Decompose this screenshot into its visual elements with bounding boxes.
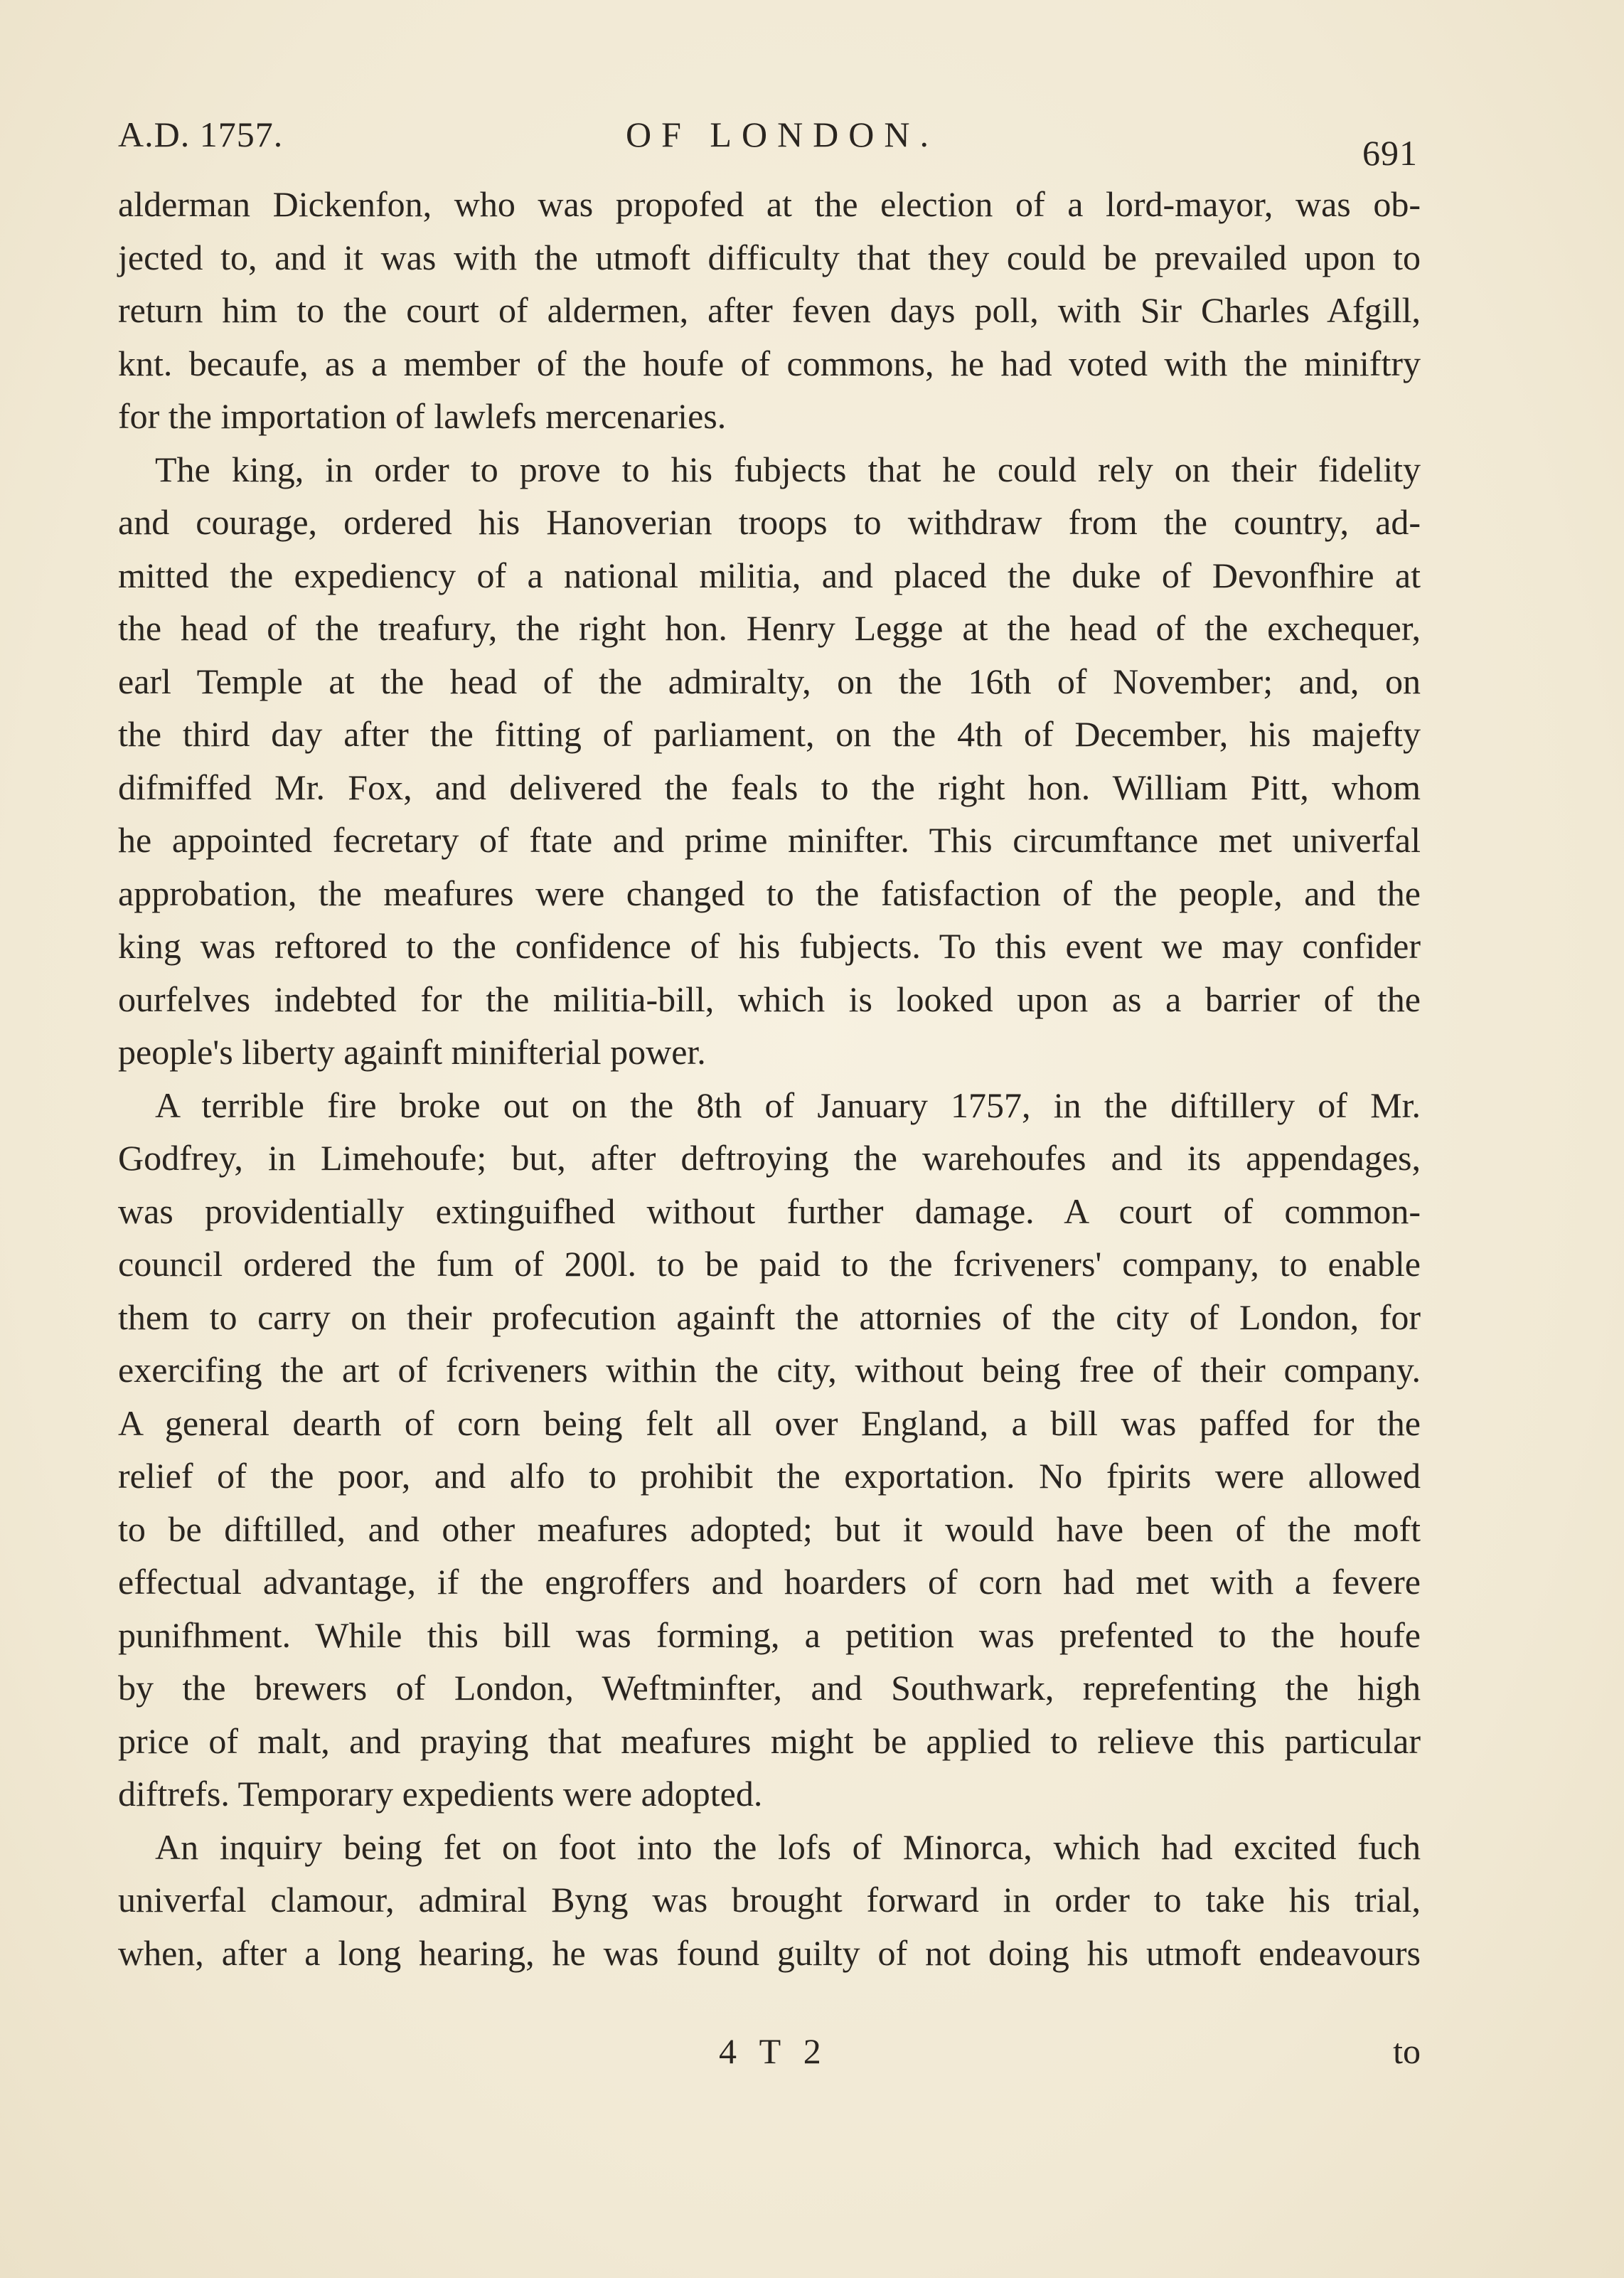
text-line: ourfelves indebted for the militia-bill, which is looked upon as a barrier of the — [118, 979, 1421, 1019]
running-header — [118, 107, 1418, 173]
text-line: The king, in order to prove to his fubjects that he could rely on their fidelity — [155, 449, 1421, 489]
text-line: price of malt, and praying that meafures might be applied to relieve this particular — [118, 1720, 1421, 1761]
body-text — [118, 178, 1421, 1979]
text-line: jected to, and it was with the utmoft difficulty that they could be prevailed upon to — [118, 237, 1421, 277]
text-line: he appointed fecretary of ftate and prime minifter. This circumftance met univerfal — [118, 820, 1421, 860]
catchword: to — [1393, 2031, 1421, 2071]
text-line: Godfrey, in Limehoufe; but, after deftroying the warehoufes and its appendages, — [118, 1138, 1421, 1178]
text-line: earl Temple at the head of the admiralty, on the 16th of November; and, on — [118, 661, 1421, 701]
text-line: for the importation of lawlefs mercenaries. — [118, 396, 727, 436]
text-line: to be diftilled, and other meafures adopted; but it would have been of the moft — [118, 1508, 1421, 1549]
text-line: by the brewers of London, Weftminfter, and Southwark, reprefenting the high — [118, 1668, 1421, 1708]
text-line: them to carry on their profecution againft the attornies of the city of London, for — [118, 1297, 1421, 1337]
text-line: diftrefs. Temporary expedients were adopted. — [118, 1774, 763, 1814]
text-line: approbation, the meafures were changed to the fatisfaction of the people, and the — [118, 873, 1421, 913]
text-line: exercifing the art of fcriveners within the city, without being free of their company. — [118, 1350, 1421, 1390]
text-line: A general dearth of corn being felt all over England, a bill was paffed for the — [118, 1403, 1421, 1443]
text-line: and courage, ordered his Hanoverian troops to withdraw from the country, ad- — [118, 502, 1421, 542]
paragraph-2 — [118, 443, 1421, 1079]
header-title: OF LONDON. — [626, 115, 939, 154]
paragraph-1 — [118, 178, 1421, 443]
text-line: relief of the poor, and alfo to prohibit the exportation. No fpirits were allowed — [118, 1456, 1421, 1496]
text-line: people's liberty againft minifterial power. — [118, 1032, 706, 1072]
text-line: was providentially extinguifhed without further damage. A court of common- — [118, 1191, 1421, 1231]
text-line: the third day after the fitting of parliament, on the 4th of December, his majefty — [118, 714, 1421, 754]
text-line: council ordered the fum of 200l. to be paid to the fcriveners' company, to enable — [118, 1244, 1421, 1284]
text-line: king was reftored to the confidence of his fubjects. To this event we may confider — [118, 926, 1421, 966]
paragraph-3 — [118, 1079, 1421, 1821]
paragraph-4 — [118, 1821, 1421, 1980]
text-line: mitted the expediency of a national militia, and placed the duke of Devonfhire at — [118, 555, 1421, 595]
page-footer — [118, 2030, 1421, 2087]
header-year: A.D. 1757. — [118, 115, 284, 154]
text-line: when, after a long hearing, he was found guilty of not doing his utmoft endeavours — [118, 1932, 1421, 1973]
signature-mark: 4 T 2 — [719, 2031, 828, 2071]
text-line: return him to the court of aldermen, after feven days poll, with Sir Charles Afgill, — [118, 290, 1421, 330]
text-line: An inquiry being fet on foot into the lofs of Minorca, which had excited fuch — [155, 1826, 1421, 1867]
text-line: univerfal clamour, admiral Byng was brought forward in order to take his trial, — [118, 1880, 1421, 1920]
text-line: the head of the treafury, the right hon. Henry Legge at the head of the exchequer, — [118, 608, 1421, 648]
text-line: alderman Dickenfon, who was propofed at the election of a lord-mayor, was ob- — [118, 184, 1421, 224]
page-number: 691 — [1362, 133, 1418, 173]
text-line: knt. becaufe, as a member of the houfe of commons, he had voted with the miniftry — [118, 343, 1421, 383]
text-line: punifhment. While this bill was forming, a petition was prefented to the houfe — [118, 1614, 1421, 1655]
text-line: effectual advantage, if the engroffers and hoarders of corn had met with a fevere — [118, 1562, 1421, 1602]
text-line: A terrible fire broke out on the 8th of January 1757, in the diftillery of Mr. — [155, 1085, 1421, 1125]
text-line: difmiffed Mr. Fox, and delivered the feals to the right hon. William Pitt, whom — [118, 767, 1421, 807]
